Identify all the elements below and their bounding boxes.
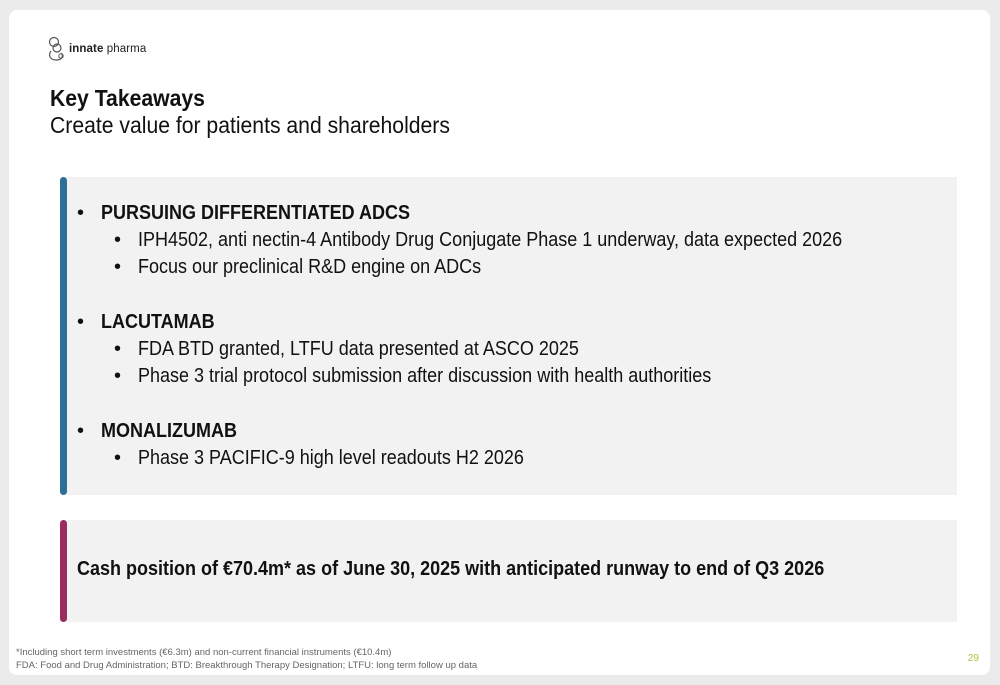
list-item <box>114 254 947 281</box>
footnote-1: *Including short term investments (€6.3m) and non-current financial instruments (€10.4m) <box>16 647 392 658</box>
page-subtitle: Create value for patients and shareholders <box>50 112 450 138</box>
list-item <box>114 227 947 254</box>
list-item-text: FDA BTD granted, LTFU data presented at ASCO 2025 <box>138 338 579 360</box>
list-item <box>114 445 947 472</box>
list-item-text: IPH4502, anti nectin-4 Antibody Drug Conjugate Phase 1 underway, data expected 2026 <box>138 229 843 251</box>
section-heading: MONALIZUMAB <box>101 420 237 442</box>
bullet: • <box>77 311 85 333</box>
footnote-2: FDA: Food and Drug Administration; BTD: Breakthrough Therapy Designation; LTFU: long term follow up data <box>16 660 478 671</box>
cash-accent-bar <box>60 520 67 622</box>
bullet: • <box>114 229 122 251</box>
section-heading: LACUTAMAB <box>101 311 215 333</box>
panel-accent-bar <box>60 177 67 495</box>
slide <box>9 10 990 675</box>
list-item-text: Phase 3 PACIFIC-9 high level readouts H2 2026 <box>138 447 524 469</box>
list-item-text: Focus our preclinical R&D engine on ADCs <box>138 256 482 278</box>
bullet: • <box>77 420 85 442</box>
section-heading: PURSUING DIFFERENTIATED ADCS <box>101 202 411 224</box>
bullet: • <box>114 338 122 360</box>
section-lacutamab <box>77 308 947 390</box>
logo-wordmark: innate pharma <box>69 43 147 55</box>
bullet: • <box>114 256 122 278</box>
company-logo <box>46 34 146 64</box>
cash-statement: Cash position of €70.4m* as of June 30, 2025 with anticipated runway to end of Q3 2026 <box>77 558 825 580</box>
innate-pharma-logo-icon <box>46 35 66 63</box>
section-monalizumab <box>77 417 947 472</box>
list-item <box>114 336 947 363</box>
bullet: • <box>114 447 122 469</box>
list-item-text: Phase 3 trial protocol submission after discussion with health authorities <box>138 365 712 387</box>
list-item <box>114 363 947 390</box>
section-adcs <box>77 199 947 281</box>
page-title: Key Takeaways <box>50 85 205 111</box>
bullet: • <box>77 202 85 224</box>
takeaways-panel <box>60 177 957 495</box>
bullet: • <box>114 365 122 387</box>
page-number: 29 <box>967 653 979 664</box>
cash-panel <box>60 520 957 622</box>
